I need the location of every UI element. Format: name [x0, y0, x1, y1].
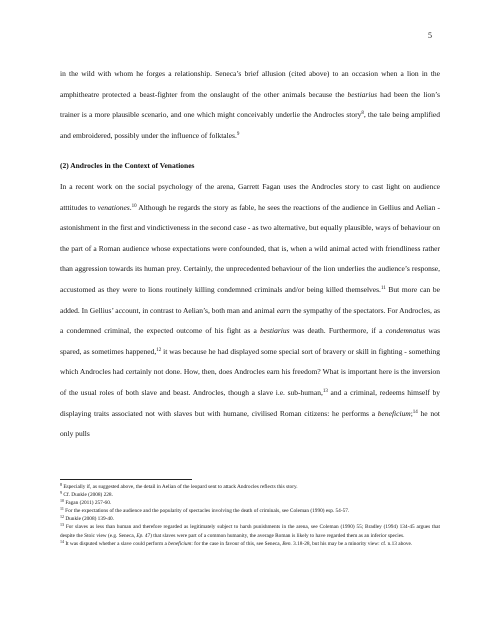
- footnote: $^{12}$ Dunkle (2008) 139-40.: [60, 514, 115, 523]
- footnote-ref: 11: [380, 285, 386, 291]
- section-heading: (2) Androcles in the Context of Venationes: [60, 161, 195, 171]
- footnote-ref: 13: [322, 388, 328, 394]
- footnote: $^9$ Cf. Dunkle (2008) 228.: [60, 490, 113, 499]
- footnote-ref: 12: [156, 347, 162, 353]
- footnotes: [60, 483, 440, 548]
- footnote-ref: 10: [131, 203, 137, 209]
- body-text: [60, 64, 440, 445]
- footnote: $^{11}$ For the expectations of the audience and the popularity of spectacles involving the death of criminals, see Coleman (1990) esp. 54-57.: [60, 506, 350, 515]
- footnote-separator: [60, 479, 192, 480]
- footnote: $^{10}$ Fagan (2011) 257-60.: [60, 498, 112, 507]
- footnote-ref: 8: [361, 111, 364, 117]
- footnote: $^8$ Especially if, as suggested above, the detail in Aelian of the leopard sent to attack Androcles reflects this story.: [60, 482, 298, 490]
- paragraph-continuation: in the wild with whom he forges a relationship. Seneca’s brief allusion (cited above) to an occasion when a lion in the amphitheatre protected a beast-fighter from the onslaught of the other animals because the bestiarius had been the lion’s trainer is a more plausible scenario, and one which might conceivably underlie the Androcles story$^8$, the tale being amplified and embroidered, possibly under the influence of folktales.$^9$: [60, 69, 441, 140]
- footnote-ref: 14: [412, 409, 418, 415]
- footnote: $^{14}$ It was disputed whether a slave could perform a beneficium: for the case in favour of this, see Seneca, Ben. 3.18-28, but his may be a minority view: cf. n.13 above.: [60, 538, 413, 547]
- footnote-ref: 9: [236, 131, 240, 137]
- footnote: $^{13}$ For slaves as less than human and therefore regarded as legitimately subject to harsh punishments in the arena, see Coleman (1990) 55; Bradley (1994) 134-45 argues that despite the Stoic view (e.g. Seneca, Ep. 47) that slaves were part of a common humanity, the average Roman is likely to have regarded them as an inferior species.: [60, 522, 440, 539]
- paragraph: In a recent work on the social psychology of the arena, Garrett Fagan uses the Androcles story to cast light on audience atttitudes to venationes.$^{10}$ Although he regards the story as fable, he sees the reactions of the audience in Gellius and Aelian - astonishment in the first and vindictiveness in the second case - as two alternative, but equally plausible, ways of behaviour on the part of a Roman audience whose expectations were confounded, that is, when a wild animal acted with friendliness rather than aggression towards its human prey. Certainly, the unprecedented behaviour of the lion underlies the audience’s response, accustomed as they were to lions routinely killing condemned criminals and/or being killed themselves.$^{11}$ But more can be added. In Gellius’ account, in contrast to Aelian’s, both man and animal earn the sympathy of the spectators. For Androcles, as a condemned criminal, the expected outcome of his fight as a bestiarius was death. Furthermore, if a condemnatus was spared, as sometimes happened,$^{12}$ it was because he had displayed some special sort of bravery or skill in fighting - something which Androcles had certainly not done. How, then, does Androcles earn his freedom? What is important here is the inversion of the usual roles of both slave and beast. Androcles, though a slave i.e. sub-human,$^{13}$ and a criminal, redeems himself by displaying traits associated not with slaves but with humane, civilised Roman citizens: he performs a beneficium;$^{14}$ he not only pulls: [60, 181, 440, 439]
- page-number: 5: [428, 31, 432, 40]
